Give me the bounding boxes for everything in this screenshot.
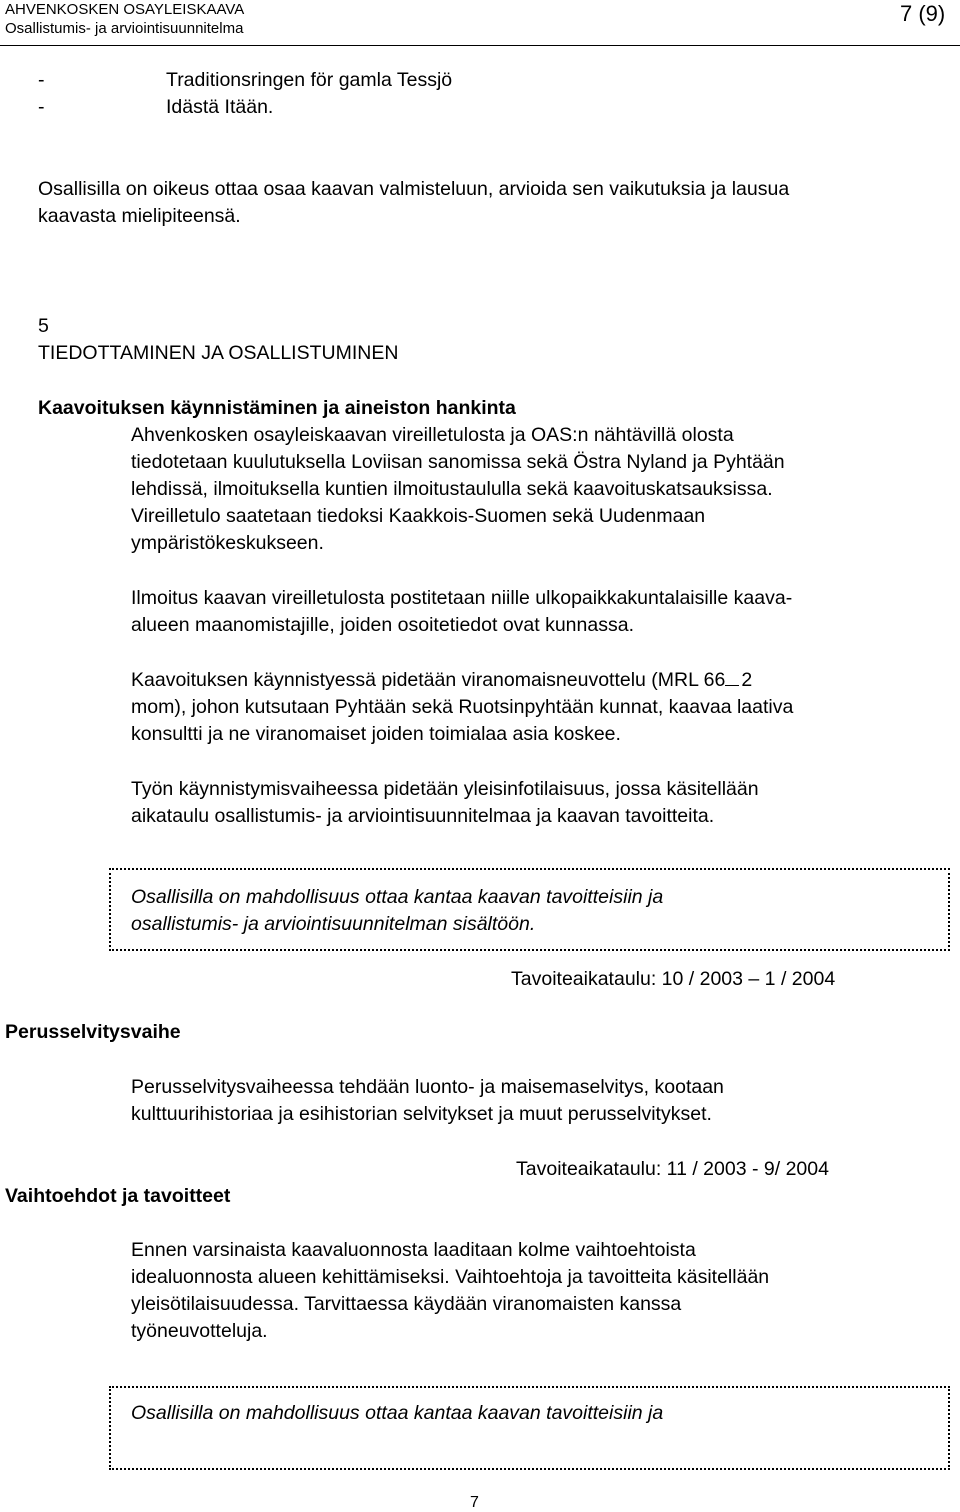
paragraph-line: Ilmoitus kaavan vireilletulosta postitetaan niille ulkopaikkakuntalaisille kaava-: [131, 587, 793, 609]
paragraph-line: ympäristökeskukseen.: [131, 532, 324, 554]
paragraph-line: Ennen varsinaista kaavaluonnosta laaditaan kolme vaihtoehtoista: [131, 1239, 696, 1261]
section-sign-icon: [725, 670, 739, 686]
footer-page-number: 7: [470, 1494, 479, 1511]
schedule-label: Tavoiteaikataulu: 10 / 2003 – 1 / 2004: [511, 968, 836, 990]
paragraph-line: kulttuurihistoriaa ja esihistorian selvitykset ja muut perusselvitykset.: [131, 1103, 712, 1125]
notice-line: Osallisilla on mahdollisuus ottaa kantaa kaavan tavoitteisiin ja: [131, 886, 664, 908]
paragraph-line: Perusselvitysvaiheessa tehdään luonto- ja maisemaselvitys, kootaan: [131, 1076, 724, 1098]
subsection-heading: Kaavoituksen käynnistäminen ja aineiston hankinta: [38, 397, 516, 419]
list-item: Traditionsringen för gamla Tessjö: [166, 69, 453, 91]
list-item: Idästä Itään.: [166, 96, 274, 118]
paragraph-line: tiedotetaan kuulutuksella Loviisan sanomissa sekä Östra Nyland ja Pyhtään: [131, 451, 785, 473]
paragraph-line: Vireilletulo saatetaan tiedoksi Kaakkois-Suomen sekä Uudenmaan: [131, 505, 706, 527]
section-title: TIEDOTTAMINEN JA OSALLISTUMINEN: [38, 342, 399, 364]
header-rule: [0, 45, 960, 46]
section-number: 5: [38, 315, 49, 337]
phase-heading: Perusselvitysvaihe: [5, 1021, 181, 1043]
paragraph-line: mom), johon kutsutaan Pyhtään sekä Ruotsinpyhtään kunnat, kaavaa laativa: [131, 696, 794, 718]
document-subtitle: Osallistumis- ja arviointisuunnitelma: [5, 20, 244, 37]
document-title: AHVENKOSKEN OSAYLEISKAAVA: [5, 1, 245, 18]
list-bullet: -: [38, 69, 45, 91]
paragraph-line: yleisötilaisuudessa. Tarvittaessa käydään viranomaisten kanssa: [131, 1293, 682, 1315]
paragraph-line: alueen maanomistajille, joiden osoitetiedot ovat kunnassa.: [131, 614, 634, 636]
intro-line: Osallisilla on oikeus ottaa osaa kaavan valmisteluun, arvioida sen vaikutuksia ja lausua: [38, 178, 790, 200]
paragraph-line: Työn käynnistymisvaiheessa pidetään yleisinfotilaisuus, jossa käsitellään: [131, 778, 759, 800]
paragraph-line: työneuvotteluja.: [131, 1320, 268, 1342]
schedule-label: Tavoiteaikataulu: 11 / 2003 - 9/ 2004: [516, 1158, 829, 1180]
paragraph-line: konsultti ja ne viranomaiset joiden toimialaa asia koskee.: [131, 723, 621, 745]
paragraph-line: [131, 667, 752, 694]
notice-line: Osallisilla on mahdollisuus ottaa kantaa kaavan tavoitteisiin ja: [131, 1402, 664, 1424]
notice-box: [109, 1386, 950, 1470]
intro-line: kaavasta mielipiteensä.: [38, 205, 241, 227]
paragraph-text: Kaavoituksen käynnistyessä pidetään viranomaisneuvottelu (MRL 66: [131, 669, 726, 691]
paragraph-text: 2: [741, 669, 753, 691]
list-bullet: -: [38, 96, 45, 118]
paragraph-line: aikataulu osallistumis- ja arviointisuunnitelmaa ja kaavan tavoitteita.: [131, 805, 715, 827]
paragraph-line: Ahvenkosken osayleiskaavan vireilletulosta ja OAS:n nähtävillä olosta: [131, 424, 734, 446]
paragraph-line: lehdissä, ilmoituksella kuntien ilmoitustaululla sekä kaavoituskatsauksissa.: [131, 478, 773, 500]
notice-line: osallistumis- ja arviointisuunnitelman sisältöön.: [131, 913, 536, 935]
paragraph-line: idealuonnosta alueen kehittämiseksi. Vaihtoehtoja ja tavoitteita käsitellään: [131, 1266, 770, 1288]
phase-heading: Vaihtoehdot ja tavoitteet: [5, 1185, 231, 1207]
page-indicator: 7 (9): [900, 1, 946, 26]
